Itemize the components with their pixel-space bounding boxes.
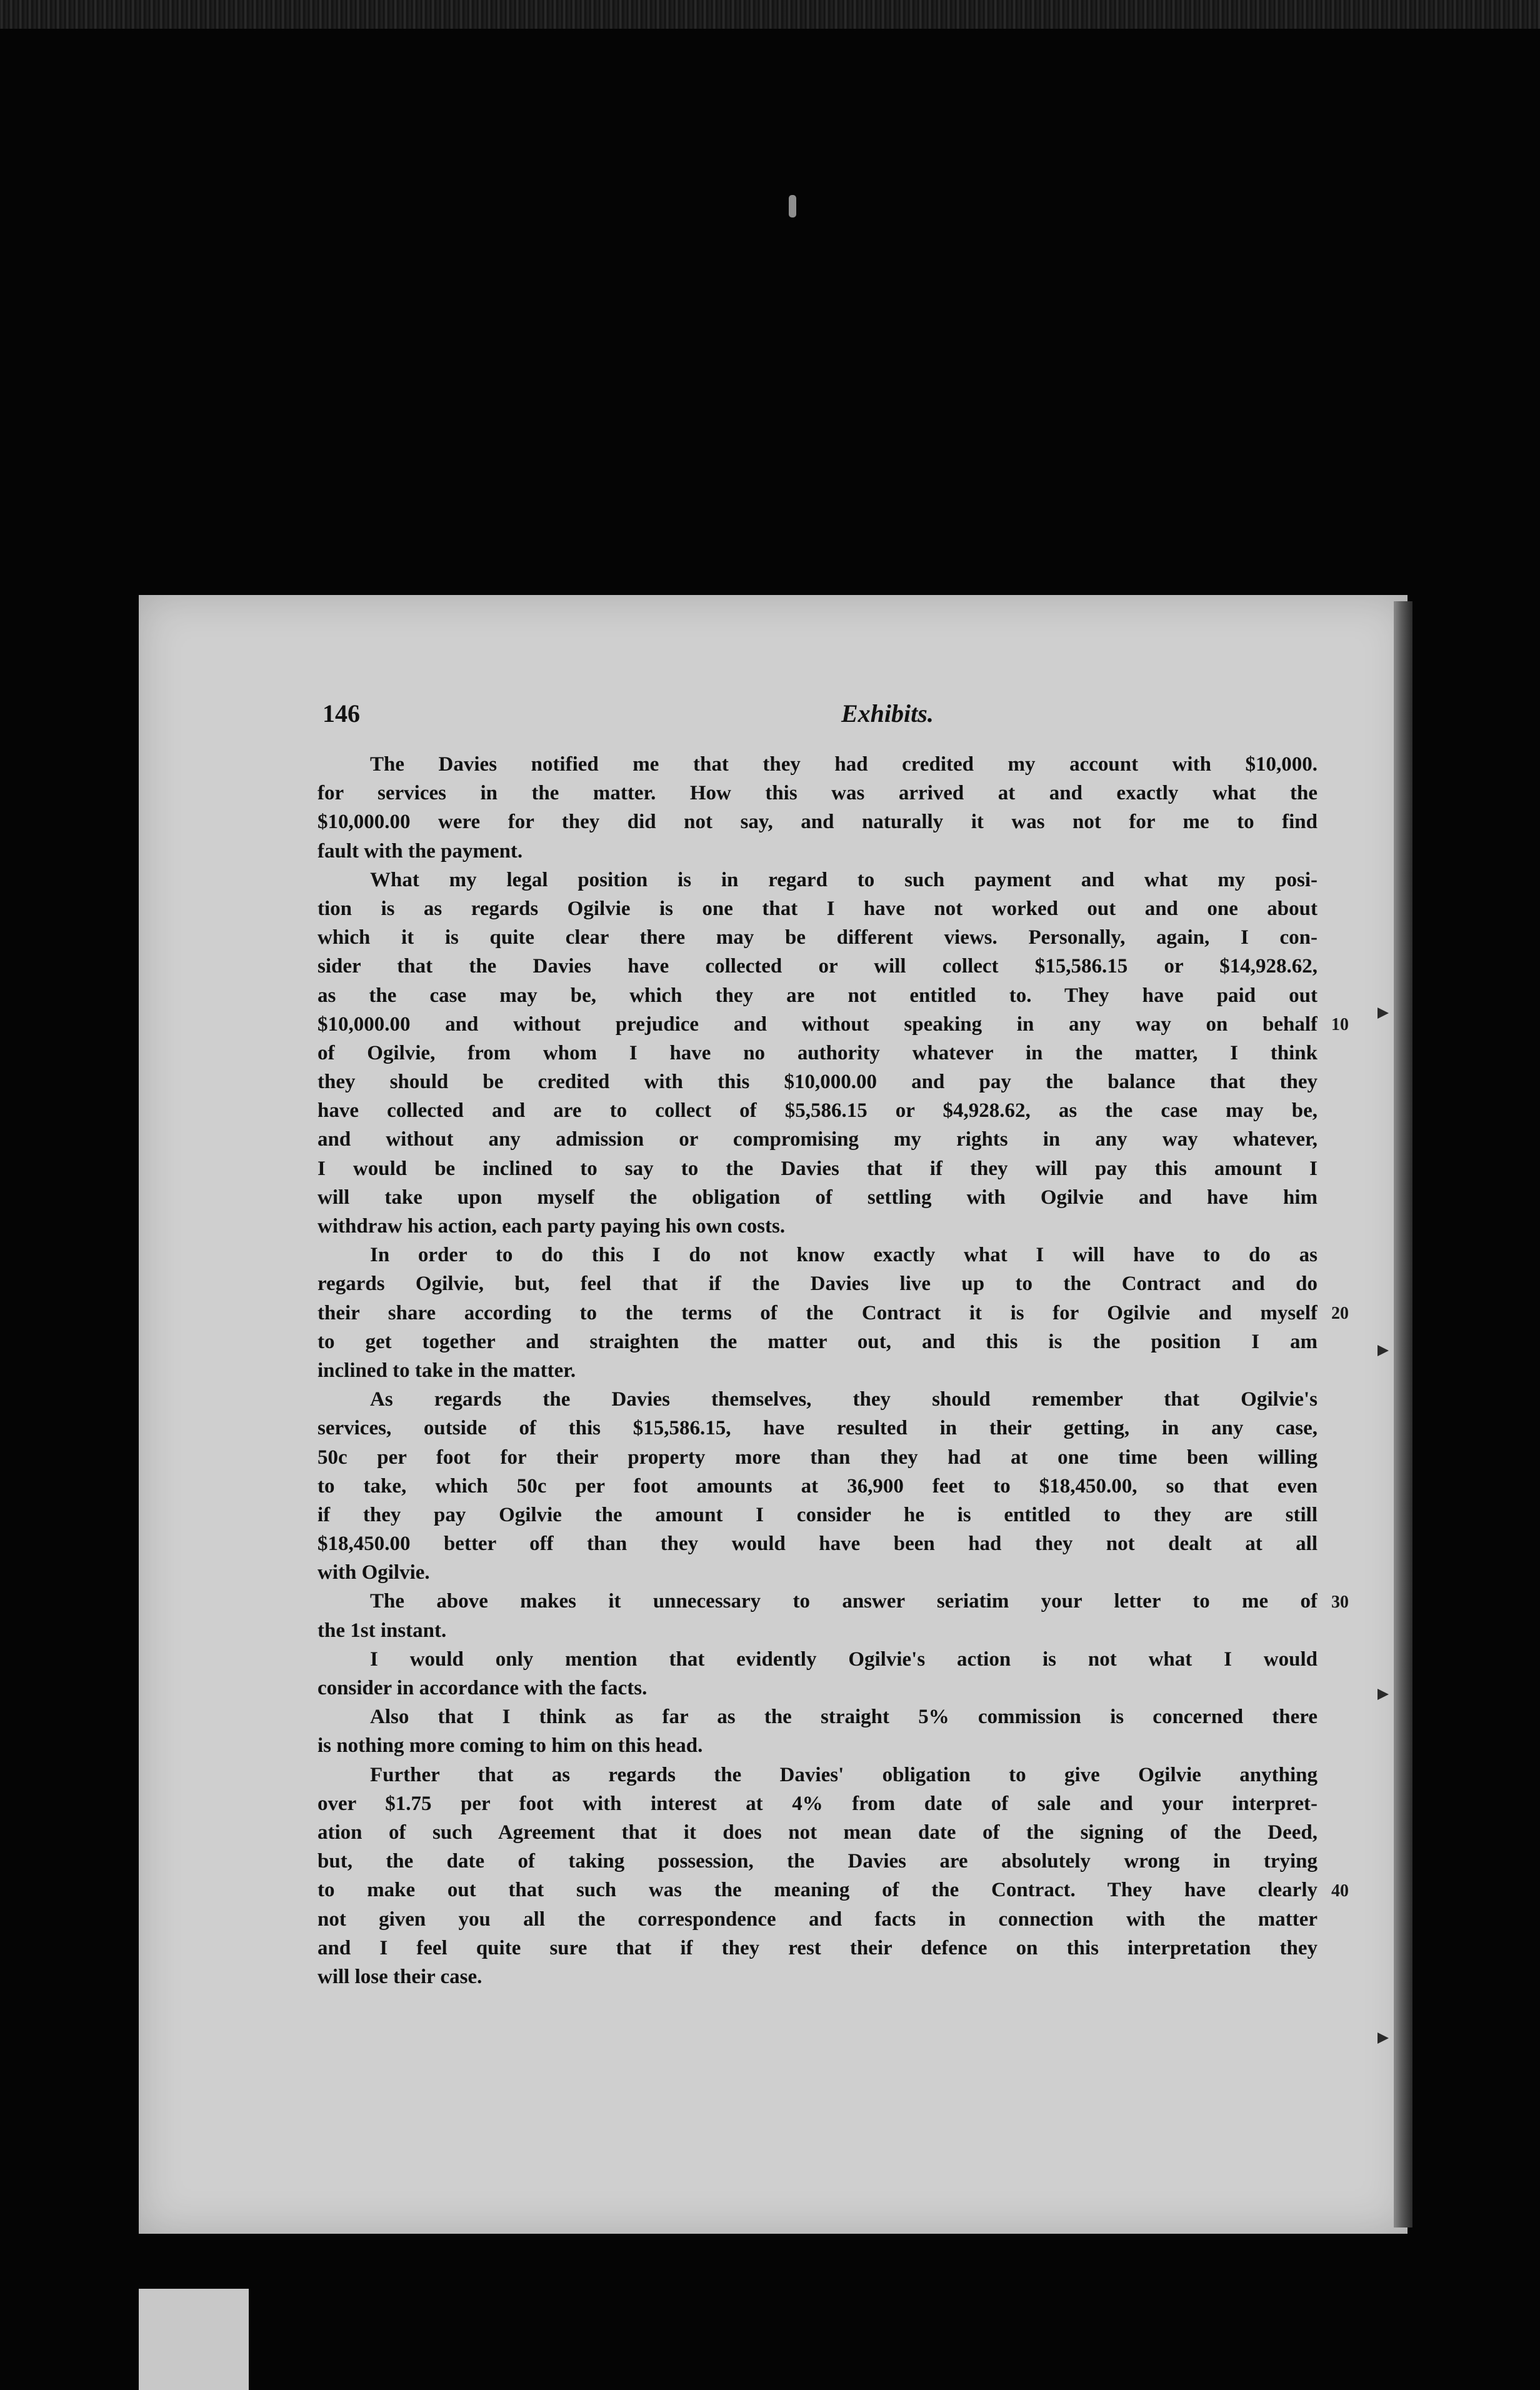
text-line: as the case may be, which they are not entitled to. They have paid out (318, 984, 1318, 1007)
text-line: but, the date of taking possession, the Davies are absolutely wrong in trying (318, 1850, 1318, 1873)
text-line: Also that I think as far as the straight 5% commission is concerned there (370, 1706, 1318, 1729)
margin-arrow-icon (1378, 2032, 1389, 2044)
text-line: $10,000.00 were for they did not say, and naturally it was not for me to find (318, 811, 1318, 834)
document-page (139, 595, 1408, 2234)
text-line: I would only mention that evidently Ogilvie's action is not what I would (370, 1648, 1318, 1671)
text-line: fault with the payment. (318, 839, 523, 862)
text-line: What my legal position is in regard to such payment and what my posi- (370, 868, 1318, 891)
text-line: $10,000.00 and without prejudice and without speaking in any way on behalf (318, 1012, 1318, 1036)
text-line: for services in the matter. How this was arrived at and exactly what the (318, 782, 1318, 805)
margin-arrow-icon (1378, 1345, 1389, 1356)
text-line: The Davies notified me that they had credited my account with $10,000. (370, 753, 1318, 776)
text-line: tion is as regards Ogilvie is one that I have not worked out and one about (318, 897, 1318, 920)
margin-line-number: 10 (1331, 1014, 1349, 1034)
text-line: they should be credited with this $10,000.00 and pay the balance that they (318, 1071, 1318, 1094)
text-line: to take, which 50c per foot amounts at 36,900 feet to $18,450.00, so that even (318, 1474, 1318, 1498)
text-line: ation of such Agreement that it does not mean date of the signing of the Deed, (318, 1821, 1318, 1844)
text-line: Further that as regards the Davies' obligation to give Ogilvie anything (370, 1763, 1318, 1786)
text-line: services, outside of this $15,586.15, have resulted in their getting, in any case, (318, 1417, 1318, 1440)
film-speck (789, 195, 796, 218)
margin-line-number: 30 (1331, 1592, 1349, 1612)
text-line: In order to do this I do not know exactly what I will have to do as (370, 1244, 1318, 1267)
text-line: consider in accordance with the facts. (318, 1677, 648, 1699)
text-line: inclined to take in the matter. (318, 1359, 576, 1382)
text-line: will take upon myself the obligation of settling with Ogilvie and have him (318, 1186, 1318, 1209)
text-line: with Ogilvie. (318, 1561, 430, 1584)
page-number: 146 (322, 699, 360, 728)
text-line: As regards the Davies themselves, they should remember that Ogilvie's (370, 1388, 1318, 1411)
text-line: regards Ogilvie, but, feel that if the Davies live up to the Contract and do (318, 1272, 1318, 1296)
text-line: $18,450.00 better off than they would have been had they not dealt at all (318, 1532, 1318, 1556)
text-line: to make out that such was the meaning of the Contract. They have clearly (318, 1879, 1318, 1902)
scanner-glare (139, 2289, 249, 2390)
text-line: is nothing more coming to him on this head. (318, 1734, 703, 1758)
margin-arrow-icon (1378, 1008, 1389, 1019)
text-line: withdraw his action, each party paying his own costs. (318, 1215, 786, 1238)
margin-arrow-icon (1378, 1689, 1389, 1700)
text-line: not given you all the correspondence and facts in connection with the matter (318, 1908, 1318, 1931)
text-line: will lose their case. (318, 1965, 482, 1988)
text-line: over $1.75 per foot with interest at 4% from date of sale and your interpret- (318, 1792, 1318, 1815)
film-edge-strip (0, 0, 1540, 29)
page-edge-shadow (1394, 601, 1412, 2228)
text-line: 50c per foot for their property more than they had at one time been willing (318, 1446, 1318, 1469)
text-line: their share according to the terms of the Contract it is for Ogilvie and myself (318, 1301, 1318, 1324)
text-line: to get together and straighten the matter out, and this is the position I am (318, 1330, 1318, 1353)
body-text (318, 750, 1318, 1991)
text-line: and without any admission or compromising my rights in any way whatever, (318, 1128, 1318, 1151)
text-line: if they pay Ogilvie the amount I consider he is entitled to they are still (318, 1503, 1318, 1526)
margin-line-number: 20 (1331, 1303, 1349, 1323)
text-line: of Ogilvie, from whom I have no authority whatever in the matter, I think (318, 1041, 1318, 1064)
text-line: which it is quite clear there may be different views. Personally, again, I con- (318, 926, 1318, 949)
text-line: have collected and are to collect of $5,586.15 or $4,928.62, as the case may be, (318, 1099, 1318, 1122)
text-line: The above makes it unnecessary to answer seriatim your letter to me of (370, 1590, 1318, 1613)
text-line: sider that the Davies have collected or will collect $15,586.15 or $14,928.62, (318, 955, 1318, 978)
page-header (322, 699, 1335, 736)
running-head: Exhibits. (841, 699, 934, 728)
text-line: the 1st instant. (318, 1619, 447, 1642)
text-line: and I feel quite sure that if they rest their defence on this interpretation they (318, 1936, 1318, 1959)
margin-line-number: 40 (1331, 1881, 1349, 1901)
text-line: I would be inclined to say to the Davies that if they will pay this amount I (318, 1157, 1318, 1180)
